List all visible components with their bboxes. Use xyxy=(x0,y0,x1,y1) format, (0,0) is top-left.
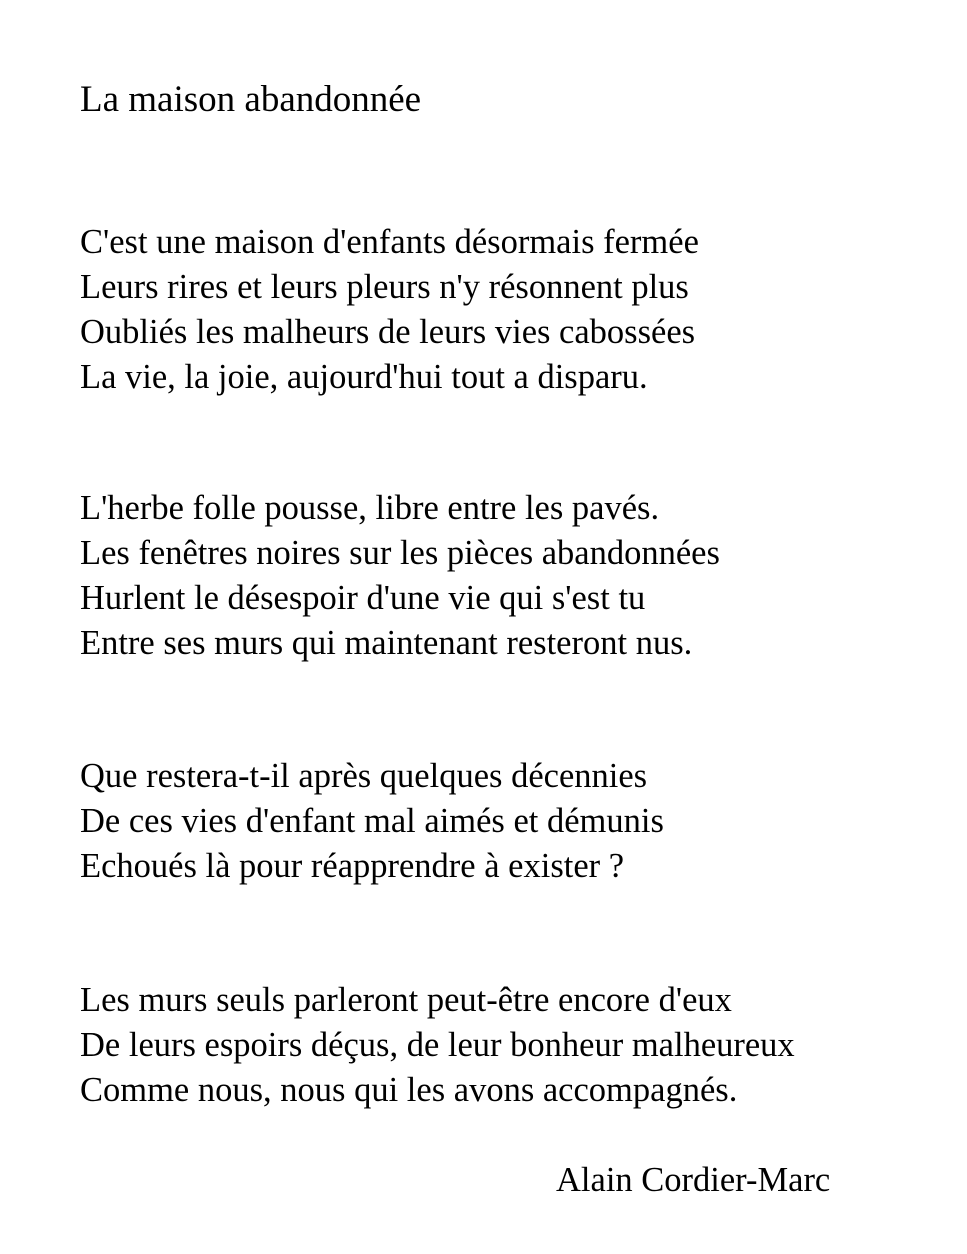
verse-line: Que restera-t-il après quelques décennies xyxy=(80,757,648,795)
verse-line: Les murs seuls parleront peut-être encore d'eux xyxy=(80,981,732,1019)
author-signature: Alain Cordier-Marc xyxy=(556,1161,831,1199)
poem-title: La maison abandonnée xyxy=(80,79,422,120)
verse-line: Les fenêtres noires sur les pièces abandonnées xyxy=(80,534,720,572)
verse-line: Leurs rires et leurs pleurs n'y résonnent plus xyxy=(80,268,689,306)
verse-line: De leurs espoirs déçus, de leur bonheur malheureux xyxy=(80,1026,795,1064)
verse-line: C'est une maison d'enfants désormais fermée xyxy=(80,223,699,261)
stanza-2 xyxy=(80,486,720,666)
verse-line: Oubliés les malheurs de leurs vies cabossées xyxy=(80,313,696,351)
verse-line: Echoués là pour réapprendre à exister ? xyxy=(80,847,625,885)
verse-line: L'herbe folle pousse, libre entre les pavés. xyxy=(80,489,660,527)
verse-line: La vie, la joie, aujourd'hui tout a disparu. xyxy=(80,358,648,396)
verse-line: Hurlent le désespoir d'une vie qui s'est tu xyxy=(80,579,646,617)
verse-line: De ces vies d'enfant mal aimés et démunis xyxy=(80,802,664,840)
stanza-3 xyxy=(80,754,664,889)
verse-line: Entre ses murs qui maintenant resteront nus. xyxy=(80,624,693,662)
stanza-4 xyxy=(80,978,795,1113)
verse-line: Comme nous, nous qui les avons accompagnés. xyxy=(80,1071,738,1109)
stanza-1 xyxy=(80,220,699,400)
